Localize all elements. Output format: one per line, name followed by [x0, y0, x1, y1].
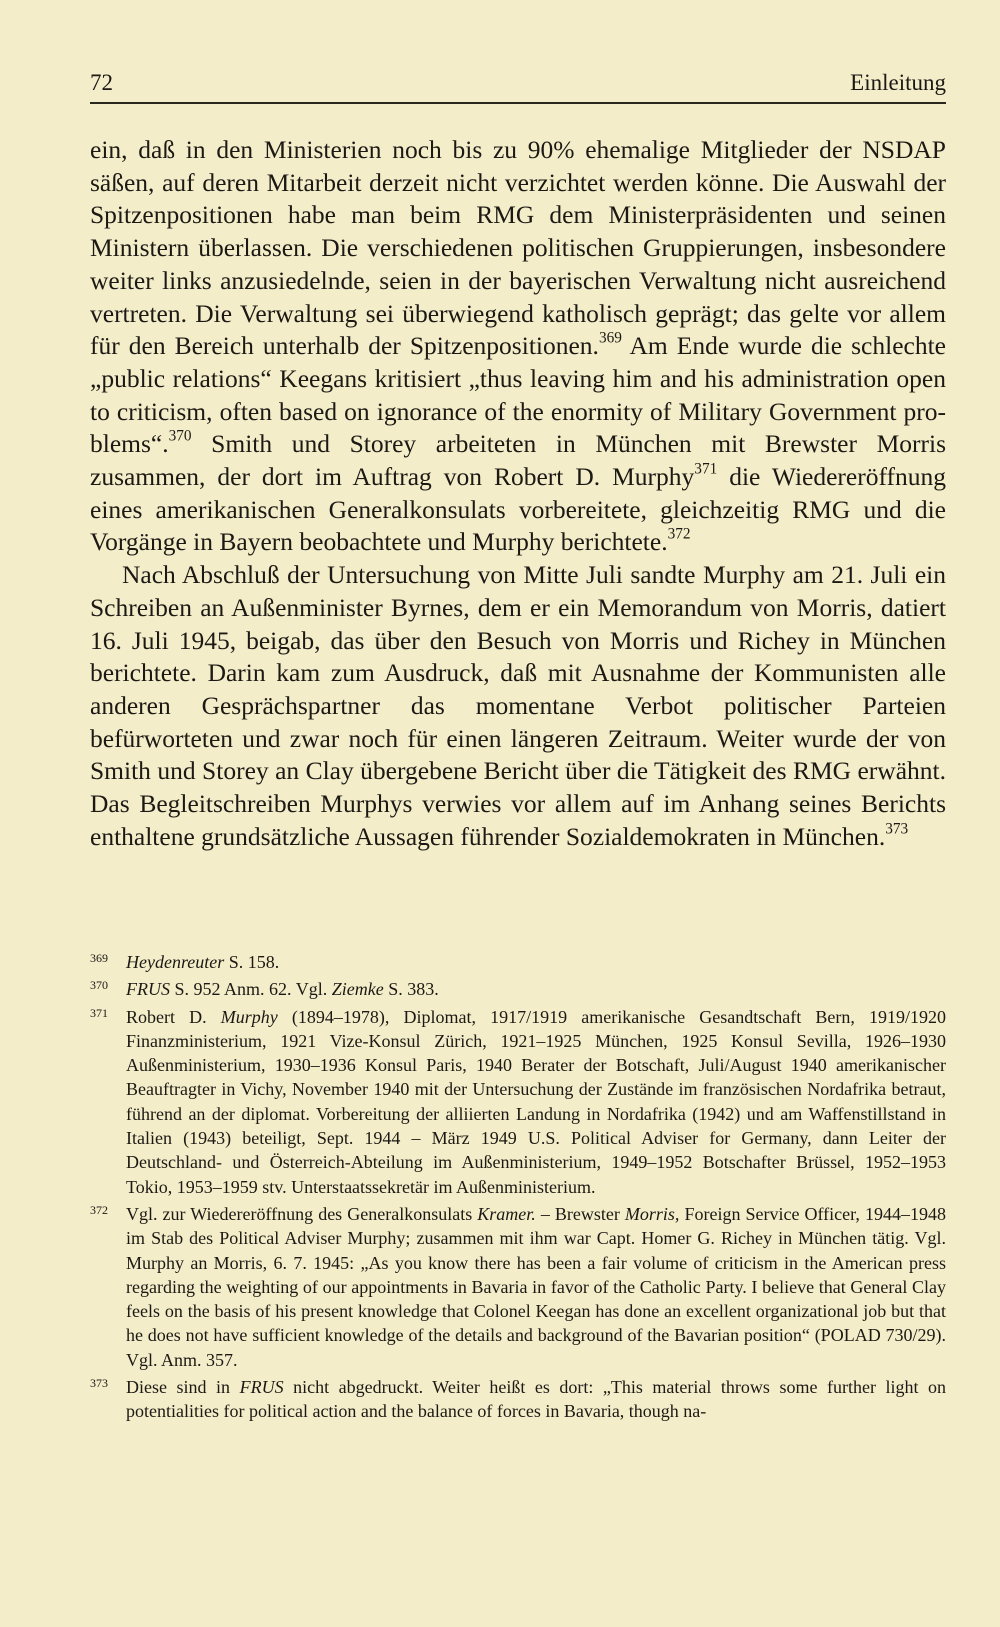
- author-name: Kramer.: [477, 1203, 536, 1224]
- main-text: [90, 134, 946, 853]
- footnote-ref-370: 370: [168, 427, 192, 445]
- footnote-text: S. 952 Anm. 62. Vgl.: [170, 979, 332, 1000]
- footnote-number: 373: [90, 1376, 108, 1391]
- footnote-373: [90, 1375, 946, 1424]
- footnote-371: [90, 1005, 946, 1199]
- paragraph-1-text-c: Smith und Storey arbeiteten in München mit Brewster Morris zusammen, der dort im Auftrag von Robert D. Murphy: [90, 429, 946, 492]
- header-rule: [90, 102, 946, 104]
- footnote-372: [90, 1202, 946, 1372]
- footnote-text: (1894–1978), Diplomat, 1917/1919 amerikanische Gesandtschaft Bern, 1919/1920 Finanzministerium, 1921 Vize-Konsul Zürich, 1921–1925 München, 1925 Konsul Sevilla, 1926–1930 Außenministerium, 1930–1936 Konsul Paris, 1940 Berater der Botschaft, Juli/August 1940 amerikanischer Beauftragter in Vichy, November 1940 mit der Untersuchung der Zustände im französischen Nordafrika betraut, führend an der diplomat. Vorbereitung der alliierten Landung in Nordafrika (1942) und am Waffenstillstand in Italien (1943) beteiligt, Sept. 1944 – März 1949 U.S. Political Adviser for Germany, dann Leiter der Deutschland- und Österreich-Abteilung im Außenministerium, 1949–1952 Botschafter Brüssel, 1952–1953 Tokio, 1953–1959 stv. Unterstaatssekretär im Außenministerium.: [126, 1006, 946, 1197]
- footnote-text: Robert D.: [126, 1006, 221, 1027]
- source-name: FRUS: [239, 1377, 284, 1398]
- author-name: Heydenreuter: [126, 952, 225, 972]
- author-name: Ziemke: [331, 979, 384, 1000]
- footnote-text: Foreign Service Officer, 1944–1948 im Stab des Political Adviser Murphy; zusammen mit ihm war Capt. Homer G. Richey in München tätig. Vgl. Murphy an Morris, 6. 7. 1945: „As you know there has been a fair volume of criticism in the American press regarding the weighting of our appointments in Bavaria in favor of the Catholic Party. I believe that General Clay feels on the basis of his present knowledge that Colonel Keegan has done an excellent organizational job but that he does not have sufficient knowledge of the details and background of the Bavarian position“ (POLAD 730/29). Vgl. Anm. 357.: [126, 1203, 946, 1370]
- author-name: Murphy: [220, 1006, 278, 1027]
- footnote-text: Diese sind in: [126, 1377, 240, 1398]
- footnote-text: S. 158.: [224, 952, 280, 972]
- paragraph-2-text: Nach Abschluß der Untersuchung von Mitte Juli sandte Murphy am 21. Juli ein Schreiben an Außenminister Byrnes, dem er ein Memorandum von Morris, datiert 16. Juli 1945, beigab, das über den Besuch von Morris und Richey in München berichtete. Darin kam zum Ausdruck, daß mit Ausnahme der Kommunisten alle anderen Gesprächspartner das momentane Verbot politischer Parteien befürworteten und zwar noch für einen längeren Zeitraum. Weiter wurde der von Smith und Storey an Clay übergebene Bericht über die Tätigkeit des RMG erwähnt. Das Begleitschreiben Murphys verwies vor allem auf im Anhang seines Berichts enthaltene grundsätzliche Aussagen führender Sozialdemokraten in München.: [90, 560, 946, 851]
- footnote-text: nicht abgedruckt. Weiter heißt es dort: „This material throws some further light on potentialities for political action and the balance of forces in Bavaria, though na-: [126, 1377, 946, 1422]
- source-name: FRUS: [126, 979, 170, 1000]
- footnote-text: S. 383.: [383, 979, 439, 1000]
- page-number: 72: [90, 70, 113, 95]
- footnote-number: 369: [90, 951, 108, 965]
- author-name: Morris,: [624, 1203, 680, 1224]
- footnotes: [90, 950, 946, 1427]
- footnote-369: [90, 950, 946, 974]
- paragraph-2: [90, 559, 946, 853]
- footnote-370: [90, 977, 946, 1001]
- footnote-text: – Brewster: [535, 1203, 625, 1224]
- running-header: [90, 70, 946, 96]
- footnote-number: 372: [90, 1202, 108, 1217]
- footnote-ref-372: 372: [667, 525, 691, 543]
- footnote-number: 370: [90, 978, 108, 993]
- paragraph-1-text-d: die Wiedereröffnung eines amerikanischen Generalkonsulats vorbereitete, gleichzeitig RMG und die Vorgänge in Bayern beobachtete und Murphy berichtete.: [90, 462, 946, 557]
- footnote-ref-369: 369: [598, 329, 622, 347]
- running-title: Einleitung: [850, 70, 946, 95]
- footnote-ref-373: 373: [885, 820, 909, 838]
- paragraph-1: [90, 134, 946, 559]
- paragraph-1-text-b: Am Ende wurde die schlechte „public relations“ Keegans kritisiert „thus leaving him and his administration open to criticism, often based on ignorance of the enormity of Military Government problems“.: [90, 331, 946, 459]
- footnote-text: Vgl. zur Wiedereröffnung des Generalkonsulats: [126, 1203, 478, 1224]
- footnote-ref-371: 371: [694, 460, 718, 478]
- paragraph-1-text-a: ein, daß in den Ministerien noch bis zu 90% ehemalige Mitglieder der NSDAP säßen, auf deren Mitarbeit derzeit nicht verzichtet werden könne. Die Auswahl der Spitzenpositionen habe man beim RMG dem Ministerpräsidenten und seinen Ministern überlassen. Die verschiedenen politischen Gruppierungen, insbesondere weiter links anzusiedelnde, seien in der bayerischen Verwaltung nicht ausreichend vertreten. Die Verwaltung sei überwiegend katholisch geprägt; das gelte vor allem für den Bereich unterhalb der Spitzenpositionen.: [90, 135, 946, 361]
- footnote-number: 371: [90, 1005, 108, 1020]
